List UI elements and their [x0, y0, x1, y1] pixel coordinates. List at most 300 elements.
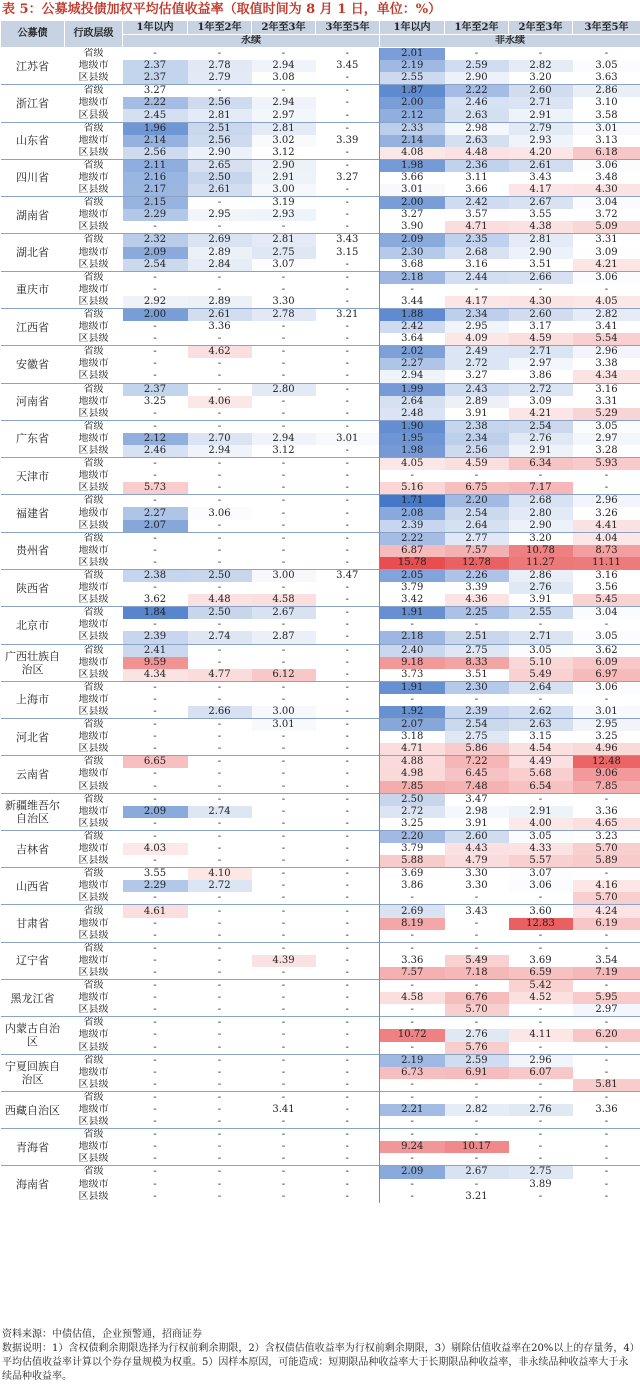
province-name: 黑龙江省 — [1, 980, 65, 1017]
yield-cell: 2.94 — [252, 97, 316, 109]
yield-cell: 3.02 — [252, 135, 316, 147]
yield-cell: 3.07 — [509, 868, 573, 881]
yield-cell: - — [188, 694, 252, 706]
yield-cell: - — [188, 892, 252, 905]
level-label: 区县级 — [78, 929, 109, 941]
yield-cell: 9.06 — [573, 768, 640, 780]
yield-cell: - — [316, 221, 380, 234]
yield-cell: - — [445, 930, 509, 943]
yield-cell: 2.82 — [509, 60, 573, 72]
table-row — [1, 905, 640, 918]
yield-cell: 4.34 — [573, 370, 640, 383]
yield-cell: 3.86 — [509, 370, 573, 383]
yield-cell: 9.59 — [123, 657, 188, 669]
yield-cell: - — [252, 830, 316, 843]
province-name: 甘肃省 — [1, 905, 65, 942]
yield-cell: - — [123, 992, 188, 1004]
table-row — [1, 271, 640, 284]
table-row — [1, 644, 640, 657]
yield-cell: - — [380, 942, 445, 955]
yield-cell: 2.64 — [445, 520, 509, 533]
yield-cell: 2.65 — [188, 159, 252, 172]
table-row — [1, 731, 640, 743]
table-row — [1, 1054, 640, 1067]
province-name: 山东省 — [1, 122, 65, 159]
table-row — [1, 818, 640, 831]
yield-cell: - — [316, 631, 380, 644]
yield-cell: - — [188, 918, 252, 930]
yield-cell: 6.97 — [573, 669, 640, 682]
yield-cell: 2.76 — [509, 582, 573, 594]
yield-cell: 2.30 — [445, 681, 509, 694]
yield-cell: 6.54 — [509, 781, 573, 794]
yield-cell: 2.86 — [509, 569, 573, 582]
table-row — [1, 793, 640, 806]
yield-cell: - — [316, 545, 380, 557]
yield-cell: 2.61 — [188, 184, 252, 197]
yield-cell: - — [445, 284, 509, 296]
yield-cell: 2.90 — [188, 147, 252, 160]
yield-cell: - — [316, 1029, 380, 1041]
level-label: 区县级 — [78, 1041, 109, 1053]
yield-cell: - — [316, 706, 380, 719]
yield-cell: - — [123, 1191, 188, 1203]
table-row — [1, 880, 640, 892]
level-label: 地级市 — [78, 880, 109, 892]
yield-cell: 5.68 — [509, 768, 573, 780]
yield-cell: - — [188, 470, 252, 482]
table-row — [1, 619, 640, 631]
yield-cell: 3.18 — [380, 731, 445, 743]
yield-cell: 3.60 — [509, 905, 573, 918]
yield-cell: 1.99 — [380, 383, 445, 396]
yield-cell: - — [316, 321, 380, 333]
yield-cell: - — [316, 1067, 380, 1079]
table-row — [1, 85, 640, 98]
yield-cell: - — [188, 905, 252, 918]
level-label: 省级 — [65, 159, 123, 172]
yield-cell: 4.39 — [252, 955, 316, 967]
yield-cell: 2.49 — [445, 346, 509, 359]
province-name: 广西壮族自治区 — [1, 644, 65, 681]
yield-cell: - — [316, 942, 380, 955]
yield-cell: - — [316, 445, 380, 458]
yield-cell: 2.81 — [252, 234, 316, 247]
province-name: 海南省 — [1, 1166, 65, 1203]
table-row — [1, 284, 640, 296]
yield-cell: 2.22 — [123, 97, 188, 109]
level-label: 省级 — [65, 868, 123, 881]
yield-cell: - — [509, 619, 573, 631]
yield-cell: 2.98 — [445, 122, 509, 135]
yield-cell: 3.16 — [573, 569, 640, 582]
yield-cell: - — [123, 271, 188, 284]
yield-cell: 10.78 — [509, 545, 573, 557]
yield-cell: 2.94 — [252, 433, 316, 445]
yield-cell: 2.94 — [252, 60, 316, 72]
level-label: 区县级 — [78, 333, 109, 345]
yield-cell: 2.33 — [380, 122, 445, 135]
level-label: 省级 — [65, 1091, 123, 1104]
yield-cell: - — [316, 657, 380, 669]
level-label: 区县级 — [78, 743, 109, 755]
yield-cell: - — [573, 48, 640, 61]
yield-cell: 5.10 — [509, 657, 573, 669]
yield-cell: 3.25 — [123, 396, 188, 408]
yield-cell: 3.27 — [316, 172, 380, 184]
yield-cell: - — [380, 1116, 445, 1129]
yield-cell: - — [252, 781, 316, 794]
level-label: 区县级 — [78, 668, 109, 680]
yield-cell: 5.45 — [573, 594, 640, 607]
yield-cell: - — [252, 221, 316, 234]
yield-cell: - — [380, 930, 445, 943]
table-row — [1, 1141, 640, 1153]
yield-cell: - — [509, 793, 573, 806]
yield-cell: - — [188, 1054, 252, 1067]
table-row — [1, 308, 640, 321]
level-label: 区县级 — [78, 109, 109, 121]
yield-cell: - — [252, 731, 316, 743]
yield-cell: 3.11 — [445, 172, 509, 184]
yield-cell: 6.75 — [445, 482, 509, 495]
table-row — [1, 1042, 640, 1055]
yield-cell: 6.87 — [380, 545, 445, 557]
province-name: 贵州省 — [1, 532, 65, 569]
yield-cell: - — [188, 619, 252, 631]
yield-cell: 3.20 — [509, 72, 573, 85]
yield-cell: - — [188, 731, 252, 743]
yield-cell: 2.00 — [380, 197, 445, 210]
yield-cell: - — [316, 892, 380, 905]
yield-cell: 2.46 — [445, 97, 509, 109]
yield-cell: - — [316, 209, 380, 221]
yield-cell: - — [316, 855, 380, 868]
level-label: 省级 — [65, 905, 123, 918]
yield-cell: - — [445, 942, 509, 955]
yield-cell: - — [123, 1054, 188, 1067]
yield-cell: - — [123, 930, 188, 943]
yield-cell: 3.15 — [316, 247, 380, 259]
table-row — [1, 743, 640, 756]
yield-cell: 4.03 — [123, 843, 188, 855]
yield-cell: 3.26 — [573, 507, 640, 519]
header-term: 1年以内 — [380, 21, 445, 35]
yield-cell: 2.38 — [445, 420, 509, 433]
yield-cell: - — [123, 1116, 188, 1129]
table-row — [1, 843, 640, 855]
yield-cell: 3.09 — [573, 247, 640, 259]
yield-cell: 4.05 — [573, 296, 640, 309]
table-row — [1, 918, 640, 930]
yield-cell: 2.26 — [445, 569, 509, 582]
yield-cell: 4.52 — [509, 992, 573, 1004]
table-row — [1, 72, 640, 85]
yield-cell: - — [316, 408, 380, 421]
yield-cell: 4.11 — [509, 1029, 573, 1041]
yield-cell: 3.30 — [252, 296, 316, 309]
yield-cell: 2.09 — [123, 806, 188, 818]
yield-cell: 2.78 — [188, 60, 252, 72]
yield-cell: - — [188, 1104, 252, 1116]
yield-cell: 9.24 — [380, 1141, 445, 1153]
table-row — [1, 631, 640, 644]
yield-cell: 6.07 — [509, 1067, 573, 1079]
level-label: 省级 — [65, 271, 123, 284]
yield-cell: - — [188, 545, 252, 557]
yield-cell: - — [252, 1017, 316, 1030]
yield-cell: 2.34 — [445, 433, 509, 445]
table-row — [1, 1079, 640, 1092]
yield-cell: 2.72 — [509, 383, 573, 396]
table-row — [1, 942, 640, 955]
yield-cell: 2.96 — [573, 495, 640, 508]
table-row — [1, 694, 640, 706]
yield-cell: - — [509, 1141, 573, 1153]
yield-cell: - — [445, 1091, 509, 1104]
yield-cell: 12.78 — [445, 557, 509, 570]
header-province: 公募债 — [1, 21, 65, 48]
yield-cell: - — [316, 197, 380, 210]
yield-cell: - — [188, 333, 252, 346]
level-label: 地级市 — [78, 395, 109, 407]
yield-cell: 1.90 — [380, 420, 445, 433]
yield-cell: 2.19 — [380, 1054, 445, 1067]
yield-cell: 4.48 — [188, 594, 252, 607]
yield-cell: 2.21 — [380, 1104, 445, 1116]
yield-cell: - — [573, 980, 640, 993]
table-row — [1, 582, 640, 594]
yield-cell: 2.95 — [188, 209, 252, 221]
level-label: 省级 — [65, 420, 123, 433]
yield-cell: 3.30 — [445, 868, 509, 881]
yield-cell: 2.50 — [188, 172, 252, 184]
yield-cell: 6.73 — [380, 1067, 445, 1079]
table-row — [1, 358, 640, 370]
level-label: 地级市 — [78, 60, 109, 72]
yield-cell: - — [316, 880, 380, 892]
level-label: 地级市 — [78, 246, 109, 258]
yield-cell: 4.49 — [509, 756, 573, 769]
yield-cell: - — [252, 930, 316, 943]
yield-cell: 3.66 — [445, 184, 509, 197]
yield-cell: 7.57 — [380, 967, 445, 980]
yield-cell: - — [252, 507, 316, 519]
yield-cell: - — [123, 358, 188, 370]
yield-cell: - — [188, 980, 252, 993]
yield-cell: - — [123, 793, 188, 806]
yield-cell: - — [188, 383, 252, 396]
yield-cell: - — [316, 806, 380, 818]
yield-cell: - — [316, 507, 380, 519]
yield-cell: 12.83 — [509, 918, 573, 930]
yield-cell: 2.56 — [445, 445, 509, 458]
yield-cell: 3.30 — [445, 880, 509, 892]
yield-cell: 2.89 — [188, 296, 252, 309]
level-label: 地级市 — [78, 1066, 109, 1078]
yield-cell: 6.76 — [445, 992, 509, 1004]
province-name: 广东省 — [1, 420, 65, 457]
yield-cell: - — [573, 1116, 640, 1129]
yield-cell: - — [380, 1079, 445, 1092]
yield-cell: 2.96 — [573, 346, 640, 359]
yield-cell: 5.57 — [509, 855, 573, 868]
province-name: 吉林省 — [1, 830, 65, 867]
yield-cell: 2.27 — [123, 507, 188, 519]
yield-cell: - — [316, 470, 380, 482]
yield-cell: 3.62 — [573, 644, 640, 657]
yield-cell: 5.86 — [445, 743, 509, 756]
yield-cell: 3.10 — [573, 97, 640, 109]
table-row — [1, 967, 640, 980]
yield-cell: 2.71 — [509, 97, 573, 109]
yield-cell: - — [188, 843, 252, 855]
yield-cell: 2.39 — [445, 706, 509, 719]
level-label: 省级 — [65, 793, 123, 806]
yield-cell: 3.06 — [509, 880, 573, 892]
yield-cell: 2.64 — [509, 681, 573, 694]
yield-cell: - — [123, 955, 188, 967]
yield-cell: - — [573, 1042, 640, 1055]
yield-cell: - — [380, 1129, 445, 1142]
yield-cell: 2.14 — [380, 135, 445, 147]
yield-cell: 3.90 — [380, 221, 445, 234]
yield-cell: 8.33 — [445, 657, 509, 669]
yield-cell: - — [188, 855, 252, 868]
yield-cell: 5.70 — [573, 843, 640, 855]
yield-cell: 5.89 — [573, 855, 640, 868]
level-label: 区县级 — [78, 855, 109, 867]
yield-cell: - — [252, 333, 316, 346]
yield-cell: - — [509, 1017, 573, 1030]
yield-cell: 1.91 — [380, 681, 445, 694]
yield-cell: 3.36 — [188, 321, 252, 333]
yield-cell: - — [316, 992, 380, 1004]
yield-cell: 8.19 — [380, 918, 445, 930]
yield-cell: - — [509, 1153, 573, 1166]
yield-cell: 2.81 — [252, 122, 316, 135]
table-row — [1, 706, 640, 719]
yield-cell: - — [188, 942, 252, 955]
yield-cell: 2.55 — [380, 72, 445, 85]
table-row — [1, 147, 640, 160]
level-label: 地级市 — [78, 358, 109, 370]
yield-cell: 2.77 — [445, 532, 509, 545]
yield-cell: 2.09 — [380, 234, 445, 247]
yield-cell: - — [188, 1129, 252, 1142]
yield-cell: - — [509, 1129, 573, 1142]
yield-cell: 3.57 — [445, 209, 509, 221]
yield-cell: 3.28 — [573, 445, 640, 458]
yield-cell: 2.75 — [252, 247, 316, 259]
yield-cell: 2.76 — [509, 433, 573, 445]
yield-cell: 4.33 — [509, 843, 573, 855]
yield-cell: - — [188, 520, 252, 533]
yield-cell: - — [252, 644, 316, 657]
yield-cell: 4.08 — [380, 147, 445, 160]
province-name: 江苏省 — [1, 48, 65, 85]
yield-cell: 5.70 — [445, 1004, 509, 1017]
yield-cell: 1.98 — [380, 159, 445, 172]
yield-cell: - — [188, 1079, 252, 1092]
yield-cell: 3.48 — [573, 172, 640, 184]
yield-cell: - — [188, 85, 252, 98]
yield-cell: - — [316, 482, 380, 495]
table-row — [1, 1029, 640, 1041]
yield-cell: 2.00 — [380, 97, 445, 109]
yield-cell: 2.67 — [509, 197, 573, 210]
yield-cell: 3.47 — [445, 793, 509, 806]
table-row — [1, 1017, 640, 1030]
yield-cell: 3.06 — [573, 271, 640, 284]
yield-cell: - — [573, 694, 640, 706]
level-label: 区县级 — [78, 1190, 109, 1202]
level-label: 省级 — [65, 122, 123, 135]
yield-cell: - — [123, 980, 188, 993]
yield-cell: 2.72 — [188, 880, 252, 892]
yield-cell: 3.04 — [573, 197, 640, 210]
yield-cell: 2.72 — [445, 358, 509, 370]
yield-cell: - — [316, 955, 380, 967]
yield-cell: 2.18 — [380, 271, 445, 284]
yield-cell: - — [509, 930, 573, 943]
yield-cell: 2.09 — [380, 1166, 445, 1179]
yield-cell: 2.80 — [509, 507, 573, 519]
yield-cell: - — [380, 619, 445, 631]
yield-cell: 2.61 — [509, 159, 573, 172]
yield-cell: 3.47 — [316, 569, 380, 582]
yield-cell: 3.05 — [573, 60, 640, 72]
yield-cell: 2.60 — [445, 830, 509, 843]
yield-cell: 4.71 — [445, 221, 509, 234]
yield-cell: - — [123, 1153, 188, 1166]
yield-cell: - — [252, 1004, 316, 1017]
yield-cell: - — [573, 793, 640, 806]
yield-cell: - — [252, 1191, 316, 1203]
yield-cell: - — [445, 470, 509, 482]
yield-cell: - — [509, 1091, 573, 1104]
yield-cell: - — [573, 1166, 640, 1179]
yield-cell: - — [509, 284, 573, 296]
level-label: 区县级 — [78, 556, 109, 568]
yield-cell: 2.67 — [252, 607, 316, 620]
yield-cell: 3.42 — [380, 594, 445, 607]
yield-cell: 3.51 — [509, 259, 573, 272]
yield-cell: 3.36 — [380, 955, 445, 967]
yield-cell: 6.91 — [445, 1067, 509, 1079]
table-row — [1, 806, 640, 818]
yield-cell: - — [316, 97, 380, 109]
yield-cell: - — [380, 892, 445, 905]
yield-cell: 4.16 — [573, 880, 640, 892]
yield-cell: - — [123, 532, 188, 545]
yield-cell: - — [123, 743, 188, 756]
yield-cell: - — [252, 1079, 316, 1092]
yield-cell: - — [123, 48, 188, 61]
yield-cell: - — [188, 992, 252, 1004]
yield-cell: - — [252, 818, 316, 831]
yield-cell: - — [316, 296, 380, 309]
yield-cell: 2.44 — [445, 271, 509, 284]
yield-cell: - — [188, 271, 252, 284]
yield-cell: - — [316, 1054, 380, 1067]
yield-cell: - — [123, 333, 188, 346]
yield-cell: 2.76 — [509, 1104, 573, 1116]
yield-cell: 2.48 — [380, 408, 445, 421]
table-row — [1, 830, 640, 843]
yield-cell: 3.05 — [573, 420, 640, 433]
province-name: 新疆维吾尔自治区 — [1, 793, 65, 830]
